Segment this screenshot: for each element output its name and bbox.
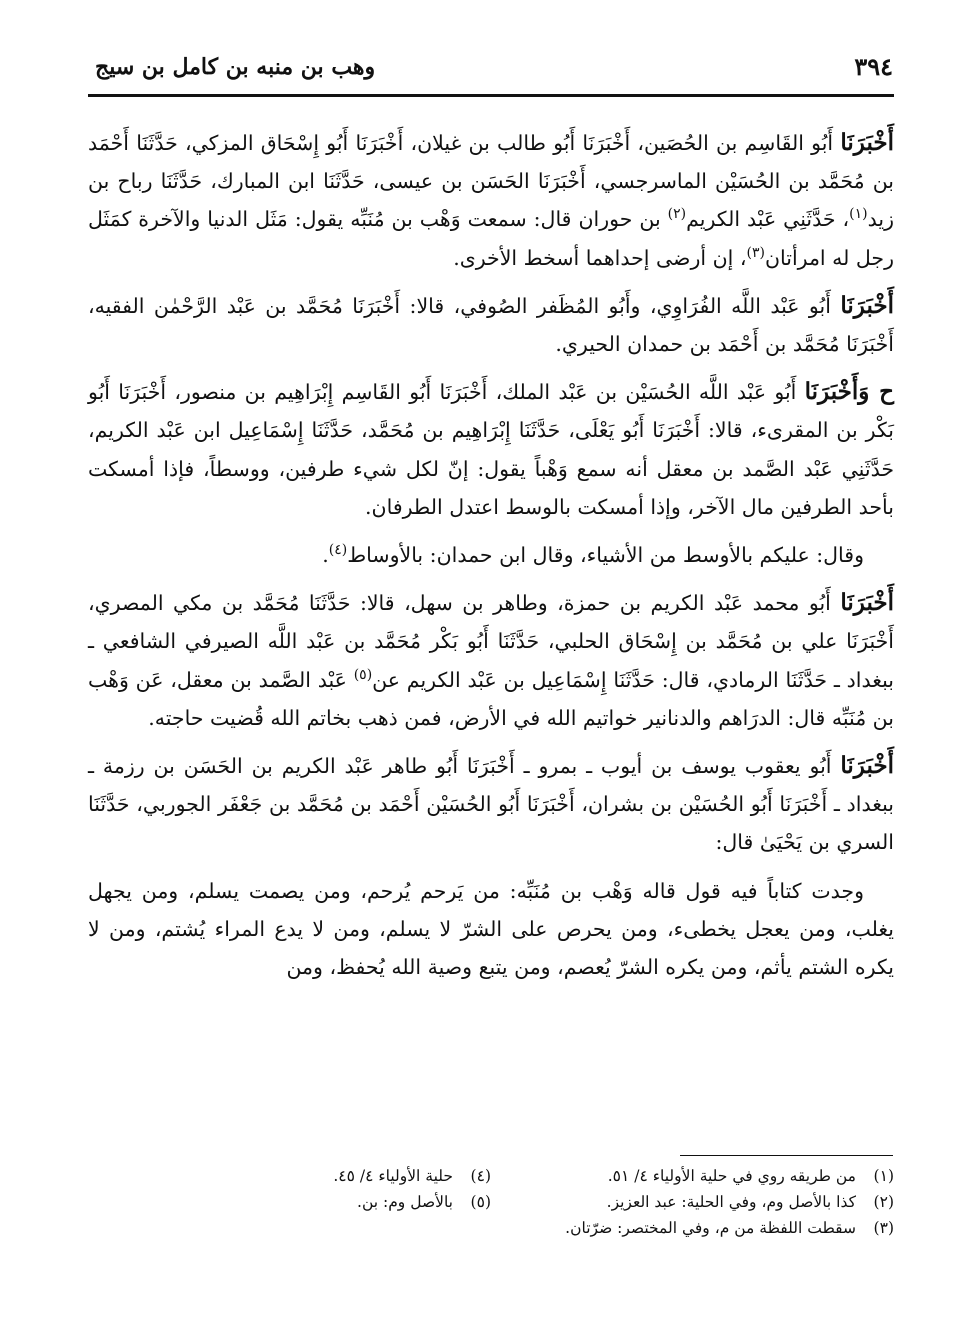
body-text <box>88 124 894 996</box>
text-run: بن حوران قال: سمعت وَهْب بن مُنَبِّه يقول: مَثَل الدنيا والآخرة كمَثَل رجل له امرأتان <box>88 207 894 270</box>
footnotes <box>88 1163 894 1241</box>
lead-word: أَخْبَرَنَا <box>840 129 894 156</box>
footnote-ref: (١) <box>849 206 868 223</box>
page-header <box>95 52 893 92</box>
lead-word: أَخْبَرَنَا <box>840 291 894 319</box>
text-run: أَبُو يعقوب يوسف بن أيوب ـ بمرو ـ أَخْبَرَنَا أَبُو طاهر عَبْد الكريم بن الحَسَن بن رزمة ـ ببغداد ـ أَخْبَرَنَا أَبُو الحُسَيْن بن بشران، أَخْبَرَنَا أَبُو الحُسَيْن أَحْمَد بن مُحَمَّد بن جَعْفَر الجوربي، حَدَّثَنَا السري بن يَحْيَىٰ قال: <box>88 754 894 855</box>
footnote-ref: (٥) <box>353 666 373 683</box>
lead-word: أَخْبَرَنَا <box>840 589 894 617</box>
footnote-number: (٤) <box>470 1167 491 1185</box>
footnote-row <box>88 1163 894 1189</box>
paragraph <box>88 373 894 526</box>
text-run: ، إن أرضى إحداهما أسخط الأخرى. <box>453 245 747 270</box>
footnote-number: (٥) <box>470 1193 491 1211</box>
running-title: وهب بن منبه بن كامل بن سيج <box>95 54 376 80</box>
footnote-row <box>88 1215 894 1241</box>
page-number: ٣٩٤ <box>854 52 893 81</box>
footnote-text: من طريقه روي في حلية الأولياء ٤/ ٥١. <box>607 1167 856 1185</box>
text-run: أَبُو القَاسِم بن الحُصَين، أَخْبَرَنَا أَبُو طالب بن غيلان، أَخْبَرَنَا أَبُو إِسْحَاق المزكي، حَدَّثَنَا أَحْمَد بن مُحَمَّد بن الحُسَيْن الماسرجسي، أَخْبَرَنَا الحَسَن بن عيسى، حَدَّثَنَا ابن المبارك، حَدَّثَنَا رباح بن زيد <box>88 131 895 232</box>
footnote-rule <box>680 1155 893 1156</box>
lead-word: أَخْبَرَنَا <box>840 752 894 780</box>
footnote-text: حلية الأولياء ٤/ ٤٥. <box>333 1167 453 1185</box>
footnote-ref: (٢) <box>667 206 687 223</box>
text-run: أَبُو محمد عَبْد الكريم بن حمزة، وطاهر بن سهل، قالا: حَدَّثَنَا مُحَمَّد بن مكي المصري، أَخْبَرَنَا علي بن مُحَمَّد بن إِسْحَاق الحلبي، حَدَّثَنَا أَبُو بَكْر مُحَمَّد بن عَبْد اللَّه الصيرفي الشافعي ـ ببغداد ـ حَدَّثَنَا الرمادي، قال: حَدَّثَنَا إِسْمَاعِيل بن عَبْد الكريم عن <box>88 591 894 692</box>
text-run: وقال: عليكم بالأوسط من الأشياء، وقال ابن حمدان: بالأوساط <box>347 543 864 568</box>
footnote-text: كذا بالأصل وم، وفي الحلية: عبد العزيز. <box>606 1193 856 1211</box>
footnote-number: (١) <box>873 1167 894 1185</box>
text-run: أَبُو عَبْد اللَّه الحُسَيْن بن عَبْد الملك، أَخْبَرَنَا أَبُو القَاسِم إِبْرَاهِيم بن منصور، أَخْبَرَنَا أَبُو بَكْر بن المقرىء، قالا: أَخْبَرَنَا أَبُو يَعْلَى، حَدَّثَنَا إِبْرَاهِيم بن مُحَمَّد، حَدَّثَنَا إِسْمَاعِيل ابن عَبْد الكريم، حَدَّثَنِي عَبْد الصَّمد بن معقل أنه سمع وَهْباً يقول: إنّ لكل شيء طرفين، ووسطاً، فإذا أمسكت بأحد الطرفين مال الآخر، وإذا أمسكت بالوسط اعتدل الطرفان. <box>88 380 894 519</box>
footnote-text: بالأصل وم: بن. <box>357 1193 453 1211</box>
paragraph <box>88 584 894 737</box>
header-rule <box>88 94 894 97</box>
footnote-ref: (٤) <box>328 542 348 559</box>
text-run: أَبُو عَبْد اللَّه الفُرَاوِي، وأَبُو المُظَفر الصُوفي، قالا: أَخْبَرَنَا مُحَمَّد بن عَبْد الرَّحْمٰن الفقيه، أَخْبَرَنَا مُحَمَّد بن أَحْمَد بن حمدان الحيري. <box>88 293 894 357</box>
text-run: . <box>322 543 329 568</box>
footnote-row <box>88 1189 894 1215</box>
footnote-text: سقطت اللفظة من م، وفي المختصر: ضرّتان. <box>565 1219 856 1237</box>
footnote-4 <box>88 1163 491 1189</box>
paragraph <box>88 124 894 277</box>
paragraph <box>88 872 894 987</box>
paragraph <box>88 287 894 363</box>
text-run: وجدت كتاباً فيه قول قاله وَهْب بن مُنَبِّه: من يَرحم يُرحم، ومن يصمت يسلم، ومن يجهل يغلب، ومن يعجل يخطىء، ومن يحرص على الشرّ لا يسلم، ومن لا يدع المراء يُشتم، ومن لا يكره الشتم يأثم، ومن يكره الشرّ يُعصم، ومن يتبع وصية الله يُحفظ، ومن <box>88 878 894 980</box>
text-run: ، حَدَّثَنِي عَبْد الكريم <box>686 207 850 232</box>
footnote-2 <box>491 1189 894 1215</box>
footnote-number: (٢) <box>873 1193 894 1211</box>
footnote-number: (٣) <box>873 1219 894 1237</box>
footnote-ref: (٣) <box>746 244 765 261</box>
text-run: عَبْد الصَّمد بن معقل، عَن وَهْب بن مُنَبِّه قال: الدرَاهم والدنانير خواتيم الله في الأرض، فمن ذهب بخاتم الله قُضيت حاجته. <box>88 667 894 730</box>
footnote-3 <box>491 1215 894 1241</box>
footnote-1 <box>491 1163 894 1189</box>
paragraph <box>88 747 894 862</box>
footnote-5 <box>88 1189 491 1215</box>
paragraph <box>88 536 894 574</box>
lead-word: ح وَأَخْبَرَنَا <box>804 378 894 406</box>
